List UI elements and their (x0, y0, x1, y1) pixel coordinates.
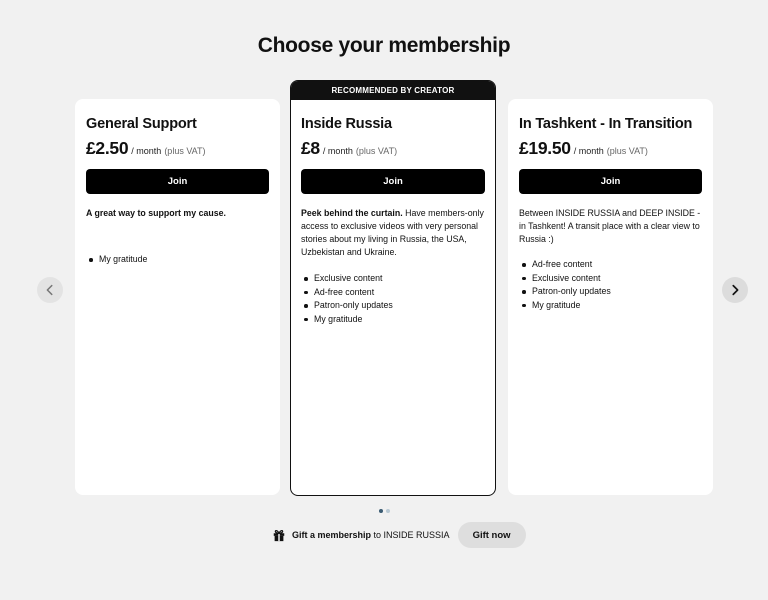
price-vat: (plus VAT) (355, 146, 398, 156)
recommended-badge: RECOMMENDED BY CREATOR (291, 81, 495, 100)
benefit-item: My gratitude (86, 253, 269, 267)
gift-text-rest: to INSIDE RUSSIA (371, 530, 450, 540)
gift-now-button[interactable]: Gift now (458, 522, 526, 548)
chevron-left-icon (43, 283, 57, 297)
tier-card-inside-russia (290, 80, 496, 496)
price-period: / month (322, 146, 353, 156)
benefit-item: Ad-free content (301, 286, 485, 300)
gift-text-bold: Gift a membership (292, 530, 372, 540)
price-period: / month (131, 146, 162, 156)
benefit-item: Patron-only updates (519, 285, 702, 299)
tier-name: General Support (86, 116, 197, 132)
benefit-item: Ad-free content (519, 258, 702, 272)
tier-description (301, 207, 485, 259)
tier-price: £19.50 (519, 138, 571, 158)
chevron-right-icon (728, 283, 742, 297)
tier-description-text: Between INSIDE RUSSIA and DEEP INSIDE - in Tashkent! A transit place with a clear view to Russia :) (519, 208, 701, 244)
gift-icon (272, 528, 286, 542)
benefit-list (519, 258, 702, 312)
price-vat: (plus VAT) (164, 146, 206, 156)
tier-price: £8 (301, 138, 320, 158)
benefit-list (301, 272, 485, 326)
page-title: Choose your membership (257, 34, 511, 57)
tier-name: In Tashkent - In Transition (519, 116, 693, 132)
join-button[interactable]: Join (519, 169, 702, 194)
benefit-item: My gratitude (301, 313, 485, 327)
benefit-item: Exclusive content (519, 272, 702, 286)
gift-membership-row (272, 522, 526, 548)
join-button[interactable]: Join (301, 169, 485, 194)
join-button[interactable]: Join (86, 169, 269, 194)
price-period: / month (573, 146, 604, 156)
benefit-list (86, 253, 269, 267)
tier-price: £2.50 (86, 138, 129, 158)
price-row (86, 138, 269, 159)
price-row (519, 138, 702, 159)
benefit-item: Exclusive content (301, 272, 485, 286)
benefit-item: Patron-only updates (301, 299, 485, 313)
carousel-next-button[interactable] (722, 277, 748, 303)
gift-text (292, 530, 450, 540)
tier-description-bold: A great way to support my cause. (86, 208, 226, 218)
pagination-dot-active[interactable] (379, 509, 383, 513)
price-vat: (plus VAT) (606, 146, 648, 156)
tier-description (519, 207, 702, 246)
carousel-pagination (0, 509, 768, 513)
carousel-prev-button[interactable] (37, 277, 63, 303)
tier-card-general-support (75, 99, 280, 495)
pagination-dot[interactable] (386, 509, 390, 513)
tier-name: Inside Russia (301, 116, 392, 132)
tier-description-text: Have members-only access to exclusive videos with very personal stories about my living in Russia, the USA, Uzbekistan and Ukraine. (301, 208, 484, 257)
price-row (301, 138, 485, 159)
tier-description-bold: Peek behind the curtain. (301, 208, 403, 218)
tier-description (86, 207, 269, 220)
tier-card-in-tashkent (508, 99, 713, 495)
benefit-item: My gratitude (519, 299, 702, 313)
